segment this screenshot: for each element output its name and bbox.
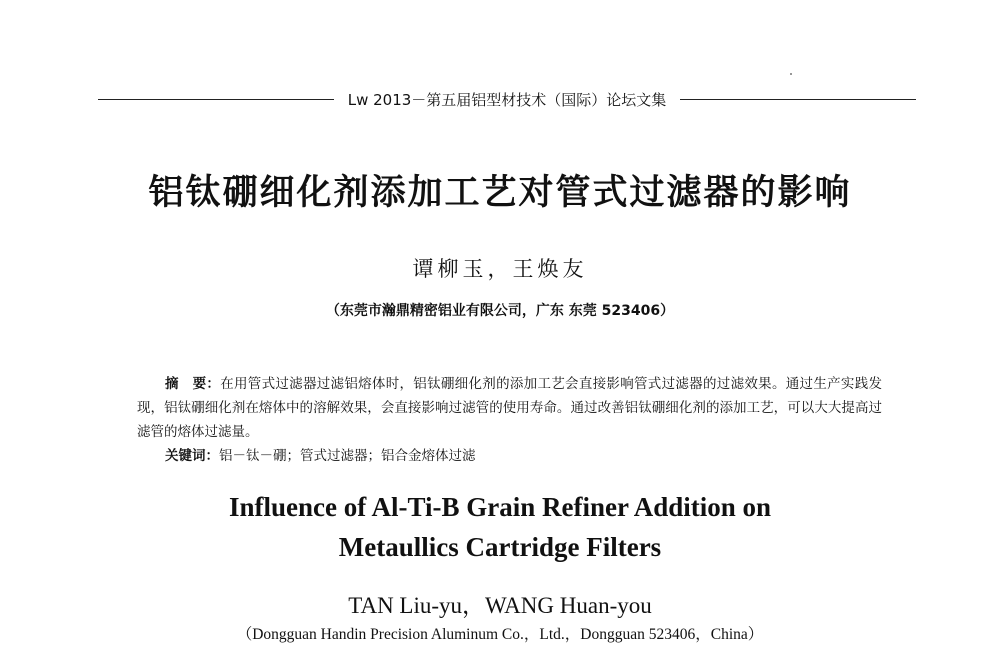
scan-speck [790,73,792,75]
chinese-affiliation: （东莞市瀚鼎精密铝业有限公司，广东 东莞 523406） [325,303,675,319]
keywords-text: 铝－钛－硼；管式过滤器；铝合金熔体过滤 [219,448,476,464]
abstract-text: 在用管式过滤器过滤铝熔体时，铝钛硼细化剂的添加工艺会直接影响管式过滤器的过滤效果。通过生产实践发现，铝钛硼细化剂在熔体中的溶解效果，会直接影响过滤管的使用寿命。通过改善铝钛硼细化剂的添加工艺，可以大大提高过滤管的熔体过滤量。 [137,376,883,440]
proceedings-title: Lw 2013－第五届铝型材技术（国际）论坛文集 [347,90,667,109]
chinese-authors: 谭柳玉，王焕友 [412,257,588,281]
chinese-abstract [137,372,882,444]
header-rule-left [98,99,334,100]
english-title-line-1: Influence of Al-Ti-B Grain Refiner Addition on [228,492,772,522]
header-rule-right [680,99,916,100]
abstract-label: 摘 要： [165,376,221,392]
english-authors: TAN Liu-yu，WANG Huan-you [348,593,652,618]
chinese-keywords [165,444,865,468]
keywords-label: 关键词： [165,448,219,464]
english-title-line-2: Metaullics Cartridge Filters [338,532,662,562]
chinese-title: 铝钛硼细化剂添加工艺对管式过滤器的影响 [148,173,852,213]
english-affiliation: （Dongguan Handin Precision Aluminum Co.，Ltd.，Dongguan 523406，China） [236,626,764,643]
running-header [98,88,916,110]
english-title [0,487,1000,567]
